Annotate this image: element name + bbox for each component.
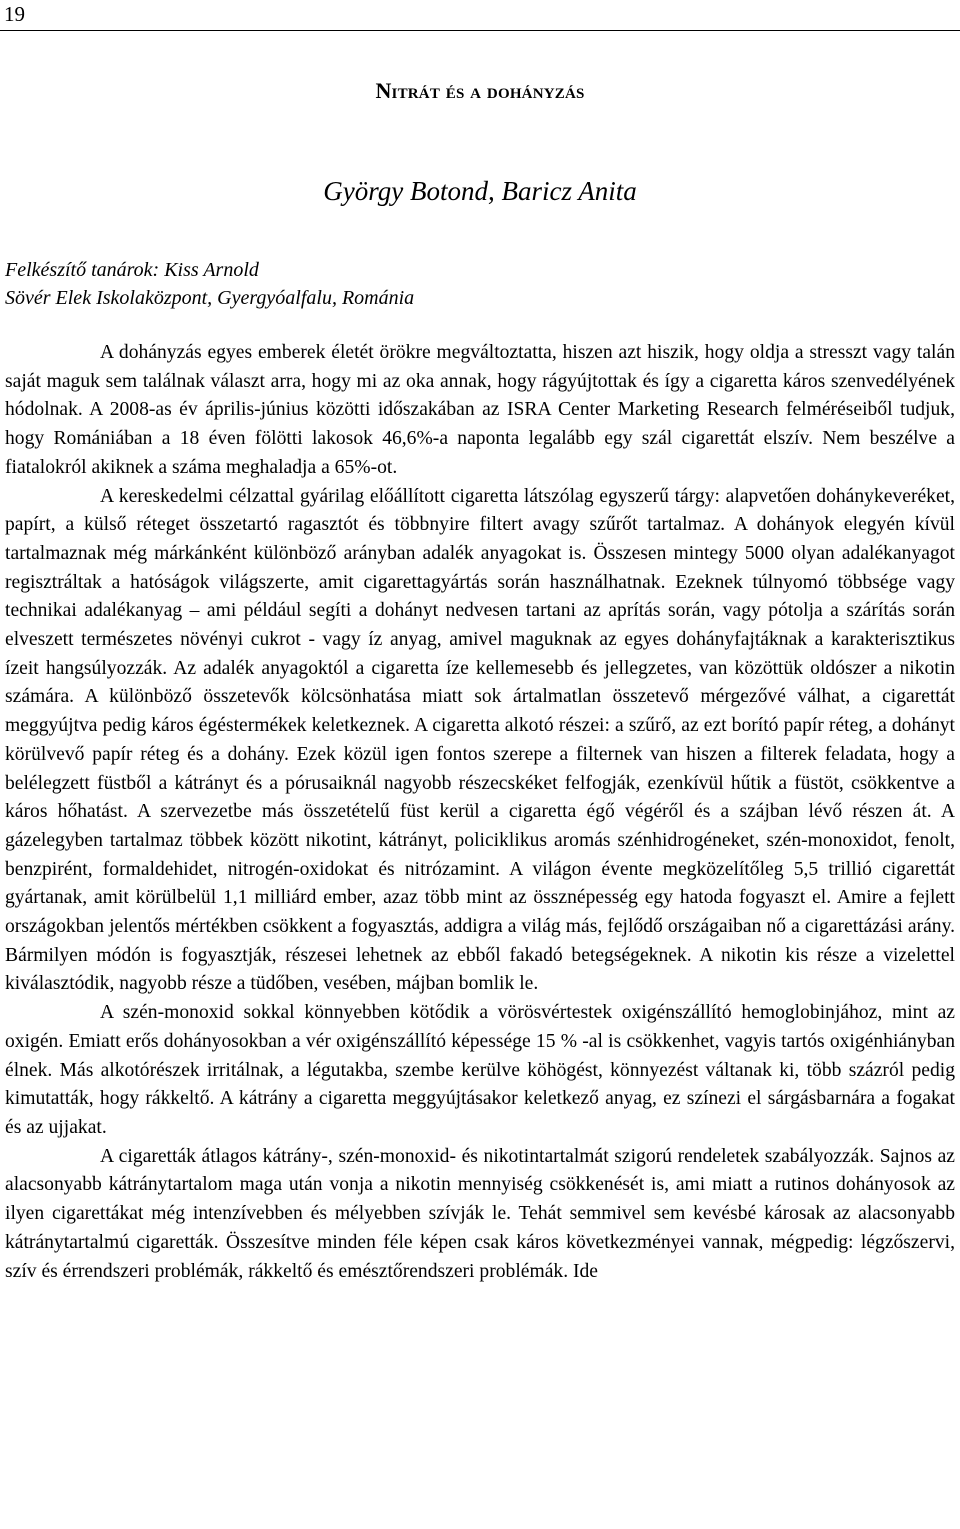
paragraph-1: A dohányzás egyes emberek életét örökre megváltoztatta, hiszen azt hiszik, hogy oldja a stresszt vagy talán saját maguk sem találnak választ arra, hogy mi az oka annak, hogy rágyújtottak és így a cigaretta káros szenvedélyének hódolnak. A 2008-as év április-június közötti időszakában az ISRA Center Marketing Research felméréseiből tudjuk, hogy Romániában a 18 éven fölötti lakosok 46,6%-a naponta legalább egy szál cigarettát elszív. Nem beszélve a fiatalokról akiknek a száma meghaladja a 65%-ot. xyxy=(5,342,955,478)
supervising-teachers: Felkészítő tanárok: Kiss Arnold xyxy=(5,259,259,281)
article-authors: György Botond, Baricz Anita xyxy=(323,176,637,206)
paragraph-2: A kereskedelmi célzattal gyárilag előállított cigaretta látszólag egyszerű tárgy: alapvetően dohánykeveréket, papírt, a külső réteget összetartó ragasztót és többnyire filtert avagy szűrőt tartalmaz. A dohányok elegyén kívül tartalmaznak még márkánként különböző arányban adalék anyagokat is. Összesen mintegy 5000 olyan adalékanyagot regisztráltak a hatóságok világszerte, amit cigarettagyártás során használhatnak. Ezeknek túlnyomó többsége vagy technikai adalékanyag – ami például segíti a dohányt nedvesen tartani az aprítás során, vagy pótolja a szárítás során elveszett természetes növényi cukrot - vagy íz anyag, amivel maguknak az egyes dohányfajtáknak a karakterisztikus ízeit hangsúlyozzák. Az adalék anyagoktól a cigaretta íze kellemesebb és jellegzetes, van közöttük oldószer a nikotin számára. A különböző összetevők kölcsönhatása miatt sok ártalmatlan összetevő mérgezővé válhat, a cigarettát meggyújtva pedig káros égéstermékek keletkeznek. A cigaretta alkotó részei: a szűrő, az ezt borító papír réteg, a dohányt körülvevő papír réteg és a dohány. Ezek közül igen fontos szerepe a filternek van hiszen a filterek feladata, hogy a belélegzett füstből a kátrányt és a pórusaiknál nagyobb részecskéket felfogják, ezenkívül hűtik a füstöt, csökkentve a káros hőhatást. A szervezetbe más összetételű füst kerül a cigaretta égő végéről és a szájban lévő részen át. A gázelegyben tartalmaz többek között nikotint, kátrányt, policiklikus aromás szénhidrogéneket, szén-monoxidot, fenolt, benzpirént, formaldehidet, nitrogén-oxidokat és nitrózamint. A világon évente megközelítőleg 5,5 trillió cigarettát gyártanak, amit körülbelül 1,1 milliárd ember, azaz több mint az össznépesség egy hatoda fogyaszt el. Amire a fejlett országokban jelentős mértékben csökkent a fogyasztás, addigra a világ más, fejlődő országaiban nő a cigarettázási arány. Bármilyen módón is fogyasztják, részesei lehetnek az ebből fakadó betegségeknek. A nikotin kis része a vizelettel kiválasztódik, nagyobb része a tüdőben, vesében, májban bomlik le. xyxy=(5,485,955,995)
article-body xyxy=(5,339,955,1286)
affiliation-block xyxy=(5,256,945,312)
paragraph-4: A cigaretták átlagos kátrány-, szén-monoxid- és nikotintartalmát szigorú rendeletek szabályozzák. Sajnos az alacsonyabb kátránytartalom maga után vonja a nikotin mennyiség csökkenését is, ami miatt a rutinos dohányosok az ilyen cigarettákat még intenzívebben és mélyebben szívják le. Tehát semmivel sem kevésbé károsak az alacsonyabb kátránytartalmú cigaretták. Összesítve minden féle képen csak káros következményei vannak, mégpedig: légzőszervi, szív és érrendszeri problémák, rákkeltő és emésztőrendszeri problémák. Ide xyxy=(5,1145,955,1282)
header-divider xyxy=(0,30,960,31)
paragraph-3: A szén-monoxid sokkal könnyebben kötődik a vörösvértestek oxigénszállító hemoglobinjához, mint az oxigén. Emiatt erős dohányosokban a vér oxigénszállító képessége 15 % -al is csökkenhet, vagyis tartós oxigénhiányban élnek. Más alkotórészek irritálnak, a légutakba, szembe kerülve köhögést, könnyezést váltanak ki, több százról pedig kimutatták, hogy rákkeltő. A kátrány a cigaretta meggyújtásakor keletkező anyag, ez színezi el sárgásbarnára a fogakat és az ujjakat. xyxy=(5,1002,955,1138)
page-number: 19 xyxy=(4,2,25,26)
article-title: Nitrát és a dohányzás xyxy=(375,78,585,103)
school-affiliation: Sövér Elek Iskolaközpont, Gyergyóalfalu, Románia xyxy=(5,287,415,309)
